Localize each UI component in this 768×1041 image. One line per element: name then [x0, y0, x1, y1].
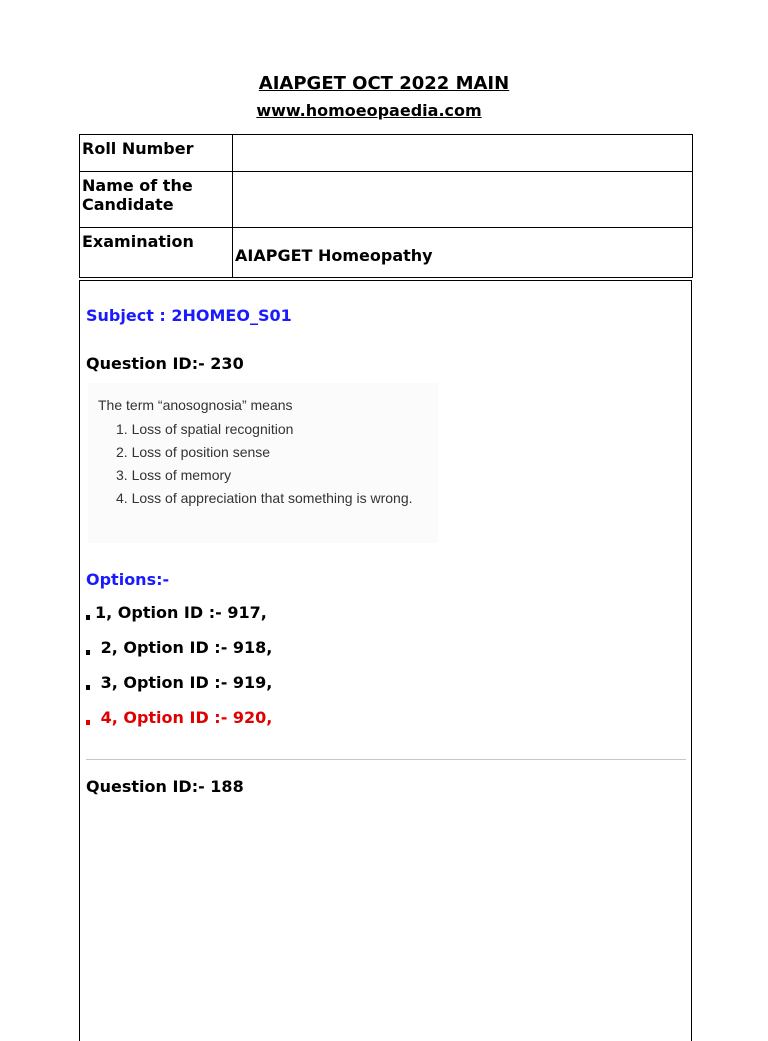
examination-label: Examination: [80, 228, 233, 278]
question-stem: The term “anosognosia” means: [98, 397, 293, 413]
candidate-info-table: [79, 134, 693, 278]
table-row: [80, 172, 693, 228]
option-item: [86, 638, 272, 657]
question-choice: 3. Loss of memory: [116, 467, 232, 483]
candidate-name-value: [233, 172, 693, 228]
option-text: 4, Option ID :- 920,: [95, 708, 273, 727]
table-row: [80, 228, 693, 278]
option-item: [86, 603, 267, 622]
website-link[interactable]: www.homoeopaedia.com: [256, 101, 482, 120]
bullet-icon: [86, 615, 90, 620]
question-divider: [86, 759, 686, 760]
question-id: Question ID:- 188: [86, 777, 244, 796]
question-choice: 1. Loss of spatial recognition: [116, 421, 294, 437]
bullet-icon: [86, 650, 90, 655]
bullet-icon: [86, 720, 90, 725]
question-id: Question ID:- 230: [86, 354, 244, 373]
roll-number-label: Roll Number: [80, 135, 233, 172]
table-row: [80, 135, 693, 172]
question-panel: [79, 280, 692, 1041]
option-item: [86, 673, 272, 692]
options-heading: Options:-: [86, 570, 170, 589]
question-image: [88, 383, 438, 543]
subject-heading: Subject : 2HOMEO_S01: [86, 306, 292, 325]
option-text: 1, Option ID :- 917,: [95, 603, 267, 622]
option-text: 2, Option ID :- 918,: [95, 638, 273, 657]
document-title: AIAPGET OCT 2022 MAIN: [258, 73, 510, 94]
question-choice: 4. Loss of appreciation that something is wrong.: [116, 490, 413, 506]
roll-number-value: [233, 135, 693, 172]
question-choice: 2. Loss of position sense: [116, 444, 271, 460]
option-item-correct: [86, 708, 272, 727]
option-text: 3, Option ID :- 919,: [95, 673, 273, 692]
bullet-icon: [86, 685, 90, 690]
examination-value: AIAPGET Homeopathy: [233, 228, 693, 278]
candidate-name-label: Name of the Candidate: [80, 172, 233, 228]
